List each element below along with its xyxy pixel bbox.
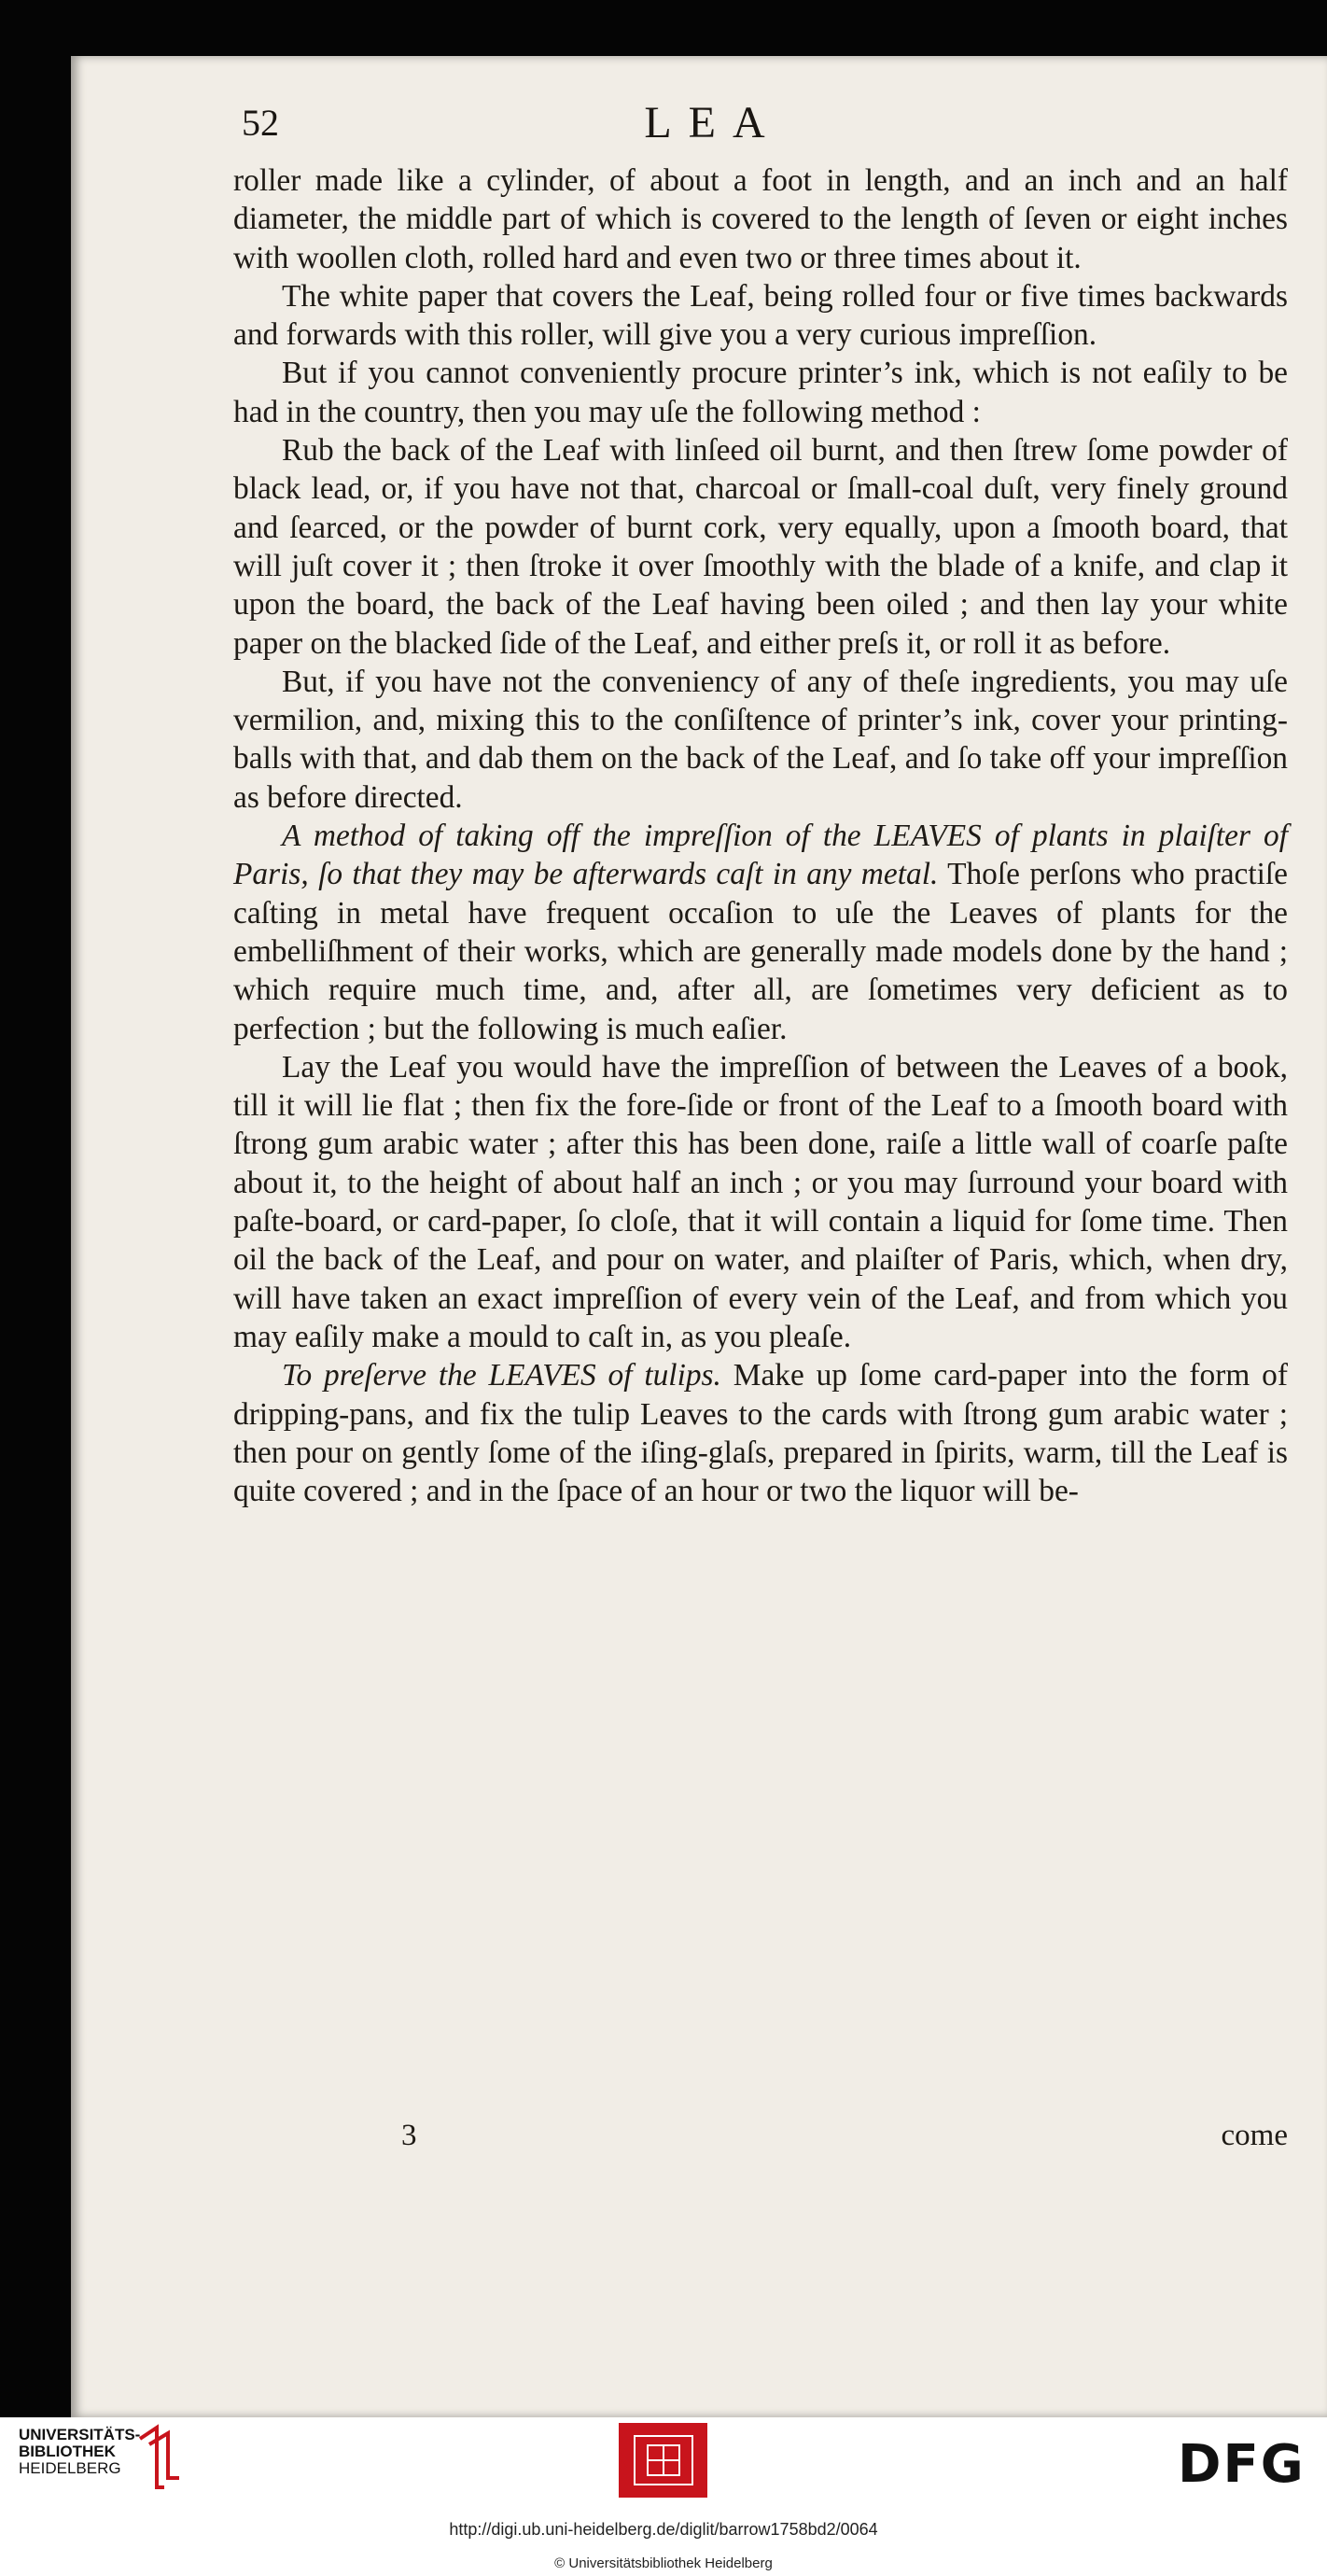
copyright-notice: © Universitätsbibliothek Heidelberg <box>554 2555 773 2571</box>
page-header <box>162 98 1264 151</box>
page-footer <box>233 2119 1288 2160</box>
catchword: come <box>1221 2119 1288 2152</box>
page-text <box>233 161 1288 1510</box>
seal-icon[interactable] <box>619 2423 707 2498</box>
library-logo-text <box>19 2427 140 2477</box>
institution-line-1: UNIVERSITÄTS- <box>19 2426 141 2443</box>
section-heading-tulips: To preſerve the LEAVES of tulips. <box>282 1358 721 1393</box>
signature-mark: 3 <box>401 2119 417 2152</box>
running-head: LEA <box>644 98 782 147</box>
paragraph-1: roller made like a cylinder, of about a foot in length, and an inch and an half diameter, the middle part of which is covered to the length of ſeven or eight inches with woollen cloth, rolled hard and even two or three times about it. <box>233 163 1288 275</box>
paragraph-3: But if you cannot conveniently procure printer’s ink, which is not eaſily to be had in the country, then you may uſe the following method : <box>233 356 1288 429</box>
paragraph-7: Lay the Leaf you would have the impreſſion of between the Leaves of a book, till it will lie flat ; then fix the fore-ſide or front of the Leaf to a ſmooth board with ſtrong gum arabic water ; after this has been done, raiſe a little wall of coarſe paſte about it, to the height of about half an inch ; or you may ſurround your board with paſte-board, or card-paper, ſo cloſe, that it will contain a liquid for ſome time. Then oil the back of the Leaf, and pour on water, and plaiſter of Paris, which, when dry, will have taken an exact impreſſion of every vein of the Leaf, and from which you may eaſily make a mould to caſt in, as you pleaſe. <box>233 1049 1288 1354</box>
paragraph-4: Rub the back of the Leaf with linſeed oil burnt, and then ſtrew ſome powder of black lead, or, if you have not that, charcoal or ſmall-coal duſt, very finely ground and ſearced, or the powder of burnt cork, very equally, upon a ſmooth board, that will juſt cover it ; then ſtroke it over ſmoothly with the blade of a knife, and clap it upon the board, the back of the Leaf having been oiled ; and then lay your white paper on the blacked ſide of the Leaf, and either preſs it, or roll it as before. <box>233 433 1288 661</box>
paragraph-2: The white paper that covers the Leaf, being rolled four or five times backwards and forwards with this roller, will give you a very curious impreſſion. <box>233 278 1288 353</box>
paragraph-6 <box>233 817 1288 1048</box>
seal-emblem-icon <box>631 2432 696 2488</box>
institution-line-3: HEIDELBERG <box>19 2459 121 2477</box>
institution-line-2: BIBLIOTHEK <box>19 2443 116 2460</box>
paragraph-8-text: Make up ſome card-paper into the form of dripping-pans, and fix the tulip Leaves to the cards with ſtrong gum arabic water ; then pour on gently ſome of the iſing-glaſs, prepared in ſpirits, warm, till the Leaf is quite covered ; and in the ſpace of an hour or two the liquor will be- <box>233 1358 1288 1509</box>
library-logo-icon <box>131 2422 187 2497</box>
funder-logo[interactable]: DFG <box>1178 2434 1306 2495</box>
paragraph-5: But, if you have not the conveniency of any of theſe ingredients, you may uſe vermilion, and, mixing this to the conſiſtence of printer’s ink, cover your printing-balls with that, and dab them on the back of the Leaf, and ſo take off your impreſſion as before directed. <box>233 664 1288 815</box>
paragraph-6-text: Thoſe perſons who practiſe caſting in metal have frequent occaſion to uſe the Leaves of plants for the embelliſhment of their works, which are generally made models done by the hand ; which require much time, and, after all, are ſometimes very deficient as to perfection ; but the following is much eaſier. <box>233 857 1288 1046</box>
page-number: 52 <box>242 102 279 144</box>
paragraph-8 <box>233 1356 1288 1510</box>
permalink[interactable]: http://digi.ub.uni-heidelberg.de/diglit/barrow1758bd2/0064 <box>449 2520 878 2539</box>
section-heading-plaister: A method of taking off the impreſſion of the LEAVES of plants in plaiſter of Paris, ſo that they may be afterwards caſt in any metal. <box>233 819 1288 892</box>
